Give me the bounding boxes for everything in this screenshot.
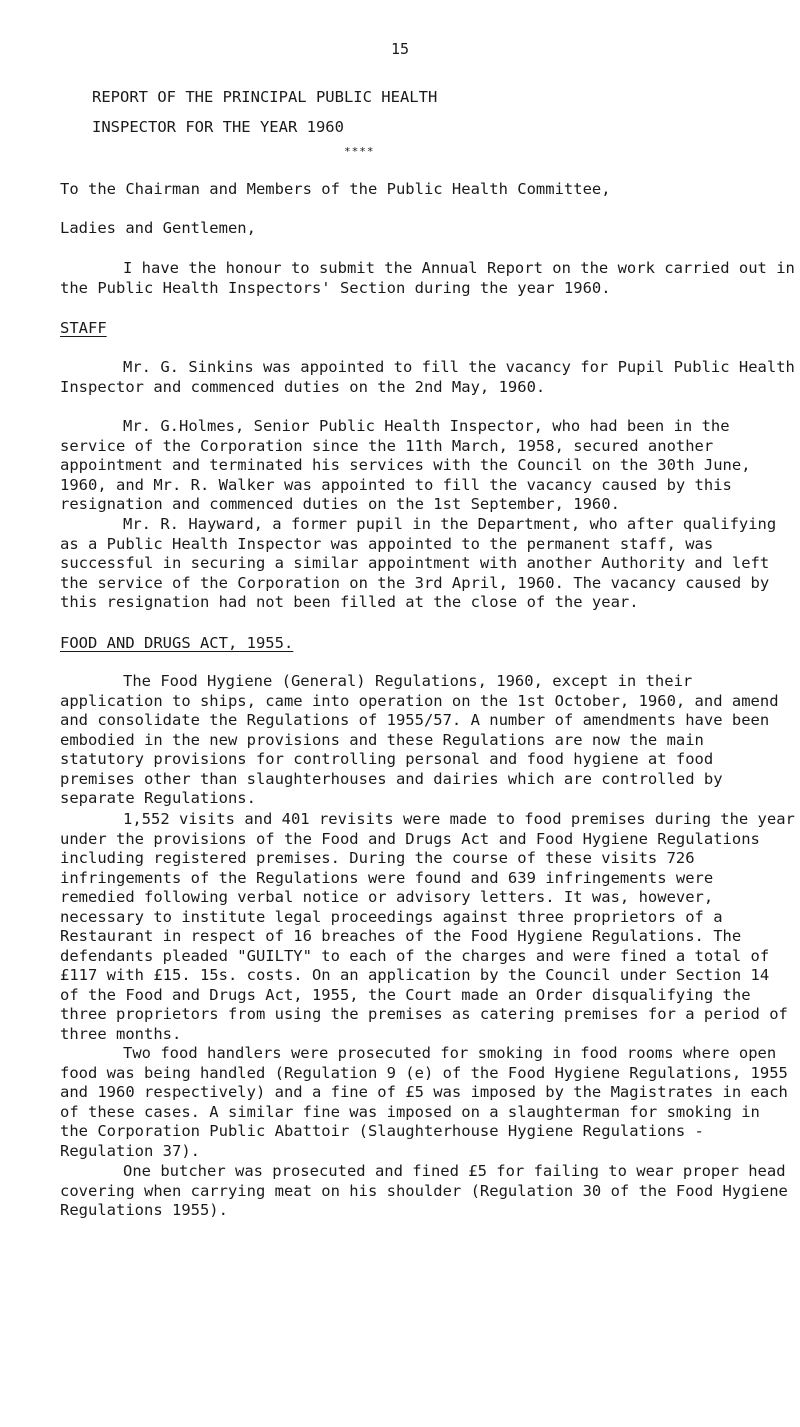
page-number: 15 <box>390 40 410 58</box>
report-title-line-1: REPORT OF THE PRINCIPAL PUBLIC HEALTH <box>92 88 438 106</box>
food-paragraph-4: One butcher was prosecuted and fined £5 for failing to wear proper head covering when carrying meat on his shoulder (Regulation 30 of the Food Hygiene Regulations 1955). <box>60 1162 788 1219</box>
report-title <box>92 82 437 142</box>
staff-heading: STAFF <box>60 319 107 337</box>
food-paragraph-1: The Food Hygiene (General) Regulations, 1960, except in their application to ships, came into operation on the 1st October, 1960, and amend and consolidate the Regulations of 1955/57. A number of amendments have been embodied in the new provisions and these Regulations are now the main statutory provisions for controlling personal and food hygiene at food premises other than slaughterhouses and dairies which are controlled by separate Regulations. <box>60 672 779 807</box>
intro-paragraph: I have the honour to submit the Annual Report on the work carried out in the Public Health Inspectors' Section during the year 1960. <box>60 259 795 297</box>
separator-stars: **** <box>344 145 375 158</box>
staff-paragraph-2: Mr. G.Holmes, Senior Public Health Inspector, who had been in the service of the Corporation since the 11th March, 1958, secured another appointment and terminated his services with the Council on the 30th June, 1960, and Mr. R. Walker was appointed to fill the vacancy caused by this resignation and commenced duties on the 1st September, 1960. <box>60 417 751 513</box>
food-and-drugs-heading: FOOD AND DRUGS ACT, 1955. <box>60 634 294 652</box>
food-paragraph-3: Two food handlers were prosecuted for smoking in food rooms where open food was being handled (Regulation 9 (e) of the Food Hygiene Regulations, 1955 and 1960 respectively) and a fine of £5 was imposed by the Magistrates in each of these cases. A similar fine was imposed on a slaughterman for smoking in the Corporation Public Abattoir (Slaughterhouse Hygiene Regulations - Regulation 37). <box>60 1044 788 1160</box>
salutation: To the Chairman and Members of the Public Health Committee, <box>60 180 611 198</box>
staff-paragraph-1: Mr. G. Sinkins was appointed to fill the vacancy for Pupil Public Health Inspector and commenced duties on the 2nd May, 1960. <box>60 358 795 396</box>
food-paragraph-2: 1,552 visits and 401 revisits were made to food premises during the year under the provisions of the Food and Drugs Act and Food Hygiene Regulations including registered premises. During the course of these visits 726 infringements of the Regulations were found and 639 infringements were remedied following verbal notice or advisory letters. It was, however, necessary to institute legal proceedings against three proprietors of a Restaurant in respect of 16 breaches of the Food Hygiene Regulations. The defendants pleaded "GUILTY" to each of the charges and were fined a total of £117 with £15. 15s. costs. On an application by the Council under Section 14 of the Food and Drugs Act, 1955, the Court made an Order disqualifying the three proprietors from using the premises as catering premises for a period of three months. <box>60 810 795 1043</box>
staff-paragraph-3: Mr. R. Hayward, a former pupil in the Department, who after qualifying as a Public Health Inspector was appointed to the permanent staff, was successful in securing a similar appointment with another Authority and left the service of the Corporation on the 3rd April, 1960. The vacancy caused by this resignation had not been filled at the close of the year. <box>60 515 777 611</box>
greeting: Ladies and Gentlemen, <box>60 219 256 237</box>
report-title-line-2: INSPECTOR FOR THE YEAR 1960 <box>92 118 344 136</box>
